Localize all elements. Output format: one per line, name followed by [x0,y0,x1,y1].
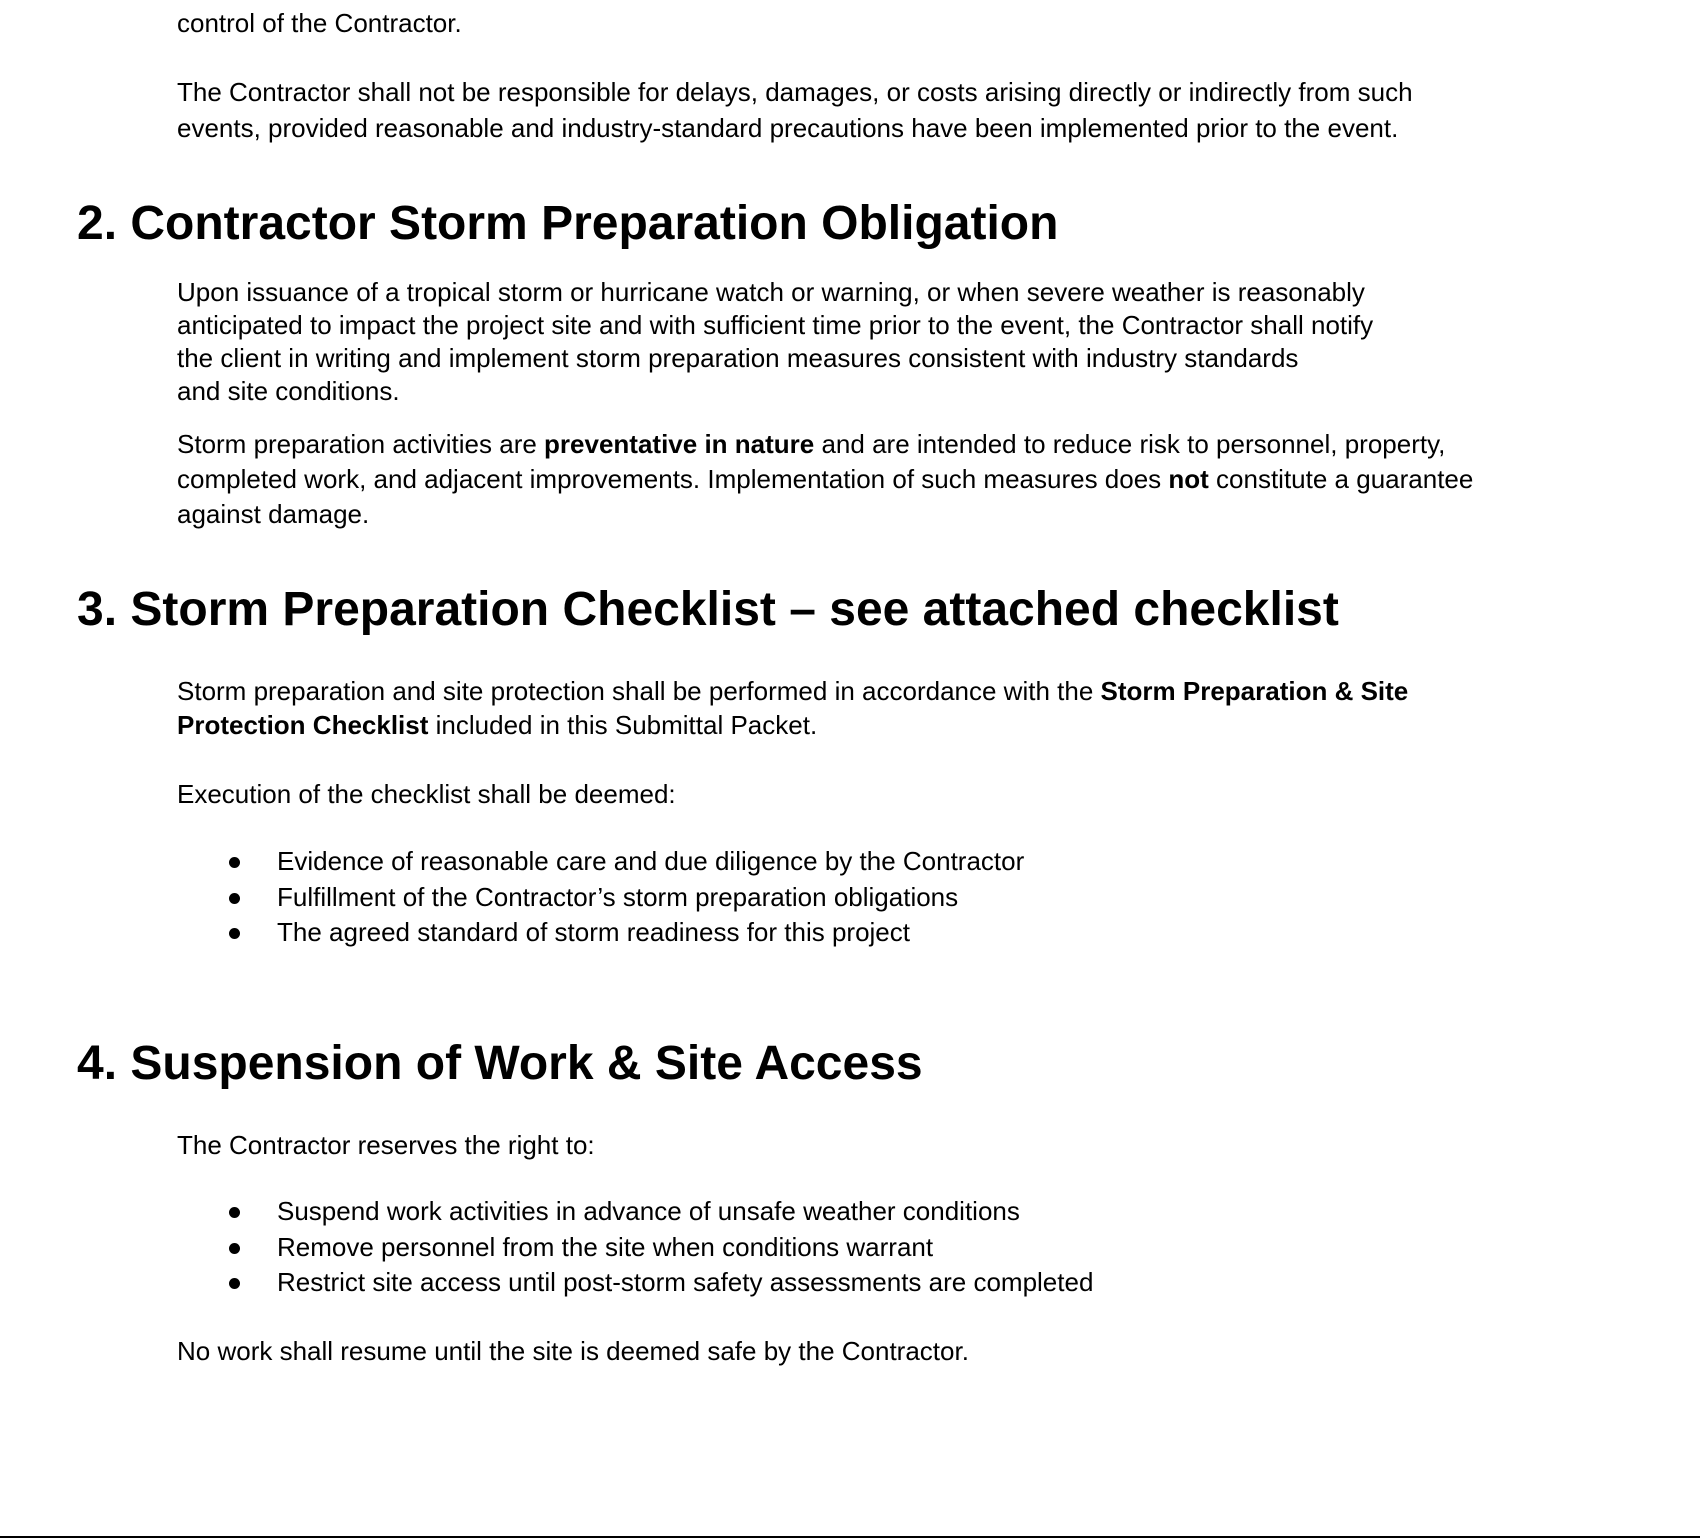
text-run: Storm preparation and site protection shall be performed in accordance with the [177,676,1101,706]
list-item-text: Suspend work activities in advance of unsafe weather conditions [277,1196,1020,1226]
list-item-text: Fulfillment of the Contractor’s storm preparation obligations [277,881,959,912]
bullet-icon [229,857,240,868]
bullet-icon [229,928,240,939]
list-item [177,844,1024,880]
section3-intro: Execution of the checklist shall be deemed: [177,779,676,809]
list-item [177,1194,1093,1230]
section4-heading: 4. Suspension of Work & Site Access [77,1037,923,1090]
text-run: and are intended to reduce risk to personnel, property, [814,429,1446,459]
section4-bullet-list [177,1194,1093,1301]
emphasis-not: not [1168,464,1209,494]
text-run: Storm preparation activities are [177,429,545,459]
page-bottom-divider [0,1536,1700,1538]
list-item-text: Remove personnel from the site when conditions warrant [277,1231,934,1262]
list-item [177,1230,1093,1266]
section3-para1-line-2 [177,708,817,742]
list-item-text: The agreed standard of storm readiness for this project [277,917,910,947]
list-item [177,915,1024,951]
section4-intro: The Contractor reserves the right to: [177,1130,595,1160]
section2-para2-line-2 [177,462,1473,496]
section1-para-line-2: events, provided reasonable and industry-standard precautions have been implemented prior to the event. [177,113,1399,143]
section2-para1-line-1: Upon issuance of a tropical storm or hurricane watch or warning, or when severe weather is reasonably [177,277,1365,307]
bullet-icon [229,1243,240,1254]
section2-para1-line-4: and site conditions. [177,376,400,406]
text-run: included in this Submittal Packet. [428,710,818,740]
section1-tail-line: control of the Contractor. [177,8,462,38]
list-item [177,880,1024,916]
checklist-title-part-1: Storm Preparation & Site [1100,676,1409,706]
list-item-text: Restrict site access until post-storm safety assessments are completed [277,1267,1094,1297]
section2-para1-line-3: the client in writing and implement storm preparation measures consistent with industry standards [177,343,1299,373]
checklist-title-part-2: Protection Checklist [177,710,429,740]
section3-para1-line-1 [177,674,1408,708]
bullet-icon [229,1207,240,1218]
text-run: constitute a guarantee [1208,464,1474,494]
list-item [177,1265,1093,1301]
section2-para2-line-3: against damage. [177,499,370,529]
section2-heading: 2. Contractor Storm Preparation Obligation [77,197,1059,250]
section3-bullet-list [177,844,1024,951]
section3-heading: 3. Storm Preparation Checklist – see attached checklist [77,583,1339,636]
section4-closing: No work shall resume until the site is deemed safe by the Contractor. [177,1336,969,1366]
section2-para1-line-2: anticipated to impact the project site and with sufficient time prior to the event, the Contractor shall notify [177,310,1374,340]
section2-para2-line-1 [177,427,1445,461]
emphasis-preventative: preventative in nature [544,429,815,459]
bullet-icon [229,1278,240,1289]
section1-para-line-1: The Contractor shall not be responsible for delays, damages, or costs arising directly or indirectly from such [177,77,1413,107]
list-item-text: Evidence of reasonable care and due diligence by the Contractor [277,846,1025,876]
text-run: completed work, and adjacent improvements. Implementation of such measures does [177,464,1169,494]
bullet-icon [229,893,240,904]
